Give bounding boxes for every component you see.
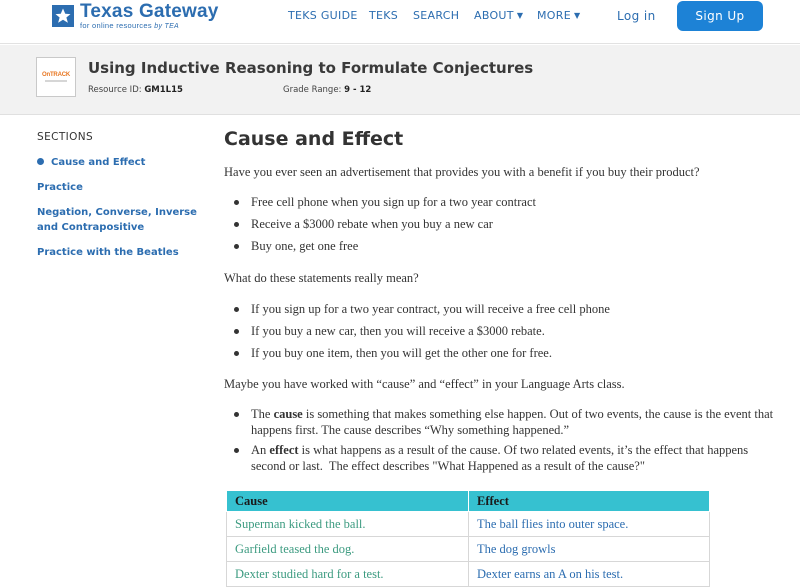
nav-teks-guide[interactable]: TEKS GUIDE [288, 9, 358, 22]
nav-teks[interactable]: TEKS [369, 9, 399, 22]
cause-effect-table [226, 490, 710, 587]
table-row [227, 537, 710, 562]
star-icon [52, 5, 74, 27]
sections-heading: SECTIONS [37, 131, 94, 143]
intro-paragraph: Have you ever seen an advertisement that provides you with a benefit if you buy their product? [224, 165, 700, 179]
list-item: Free cell phone when you sign up for a two year contract [251, 194, 775, 210]
logo-subtitle: for online resources by TEA [80, 21, 180, 30]
column-header-cause: Cause [227, 491, 469, 512]
caret-down-icon: ▼ [573, 11, 581, 20]
effect-cell: Dexter earns an A on his test. [469, 562, 710, 587]
question-paragraph: What do these statements really mean? [224, 271, 419, 285]
column-header-effect: Effect [469, 491, 710, 512]
effect-cell: The dog growls [469, 537, 710, 562]
list-item: If you sign up for a two year contract, you will receive a free cell phone [251, 301, 775, 317]
resource-title: Using Inductive Reasoning to Formulate Conjectures [88, 59, 534, 77]
sections-sidebar [37, 131, 217, 258]
sign-up-button[interactable]: Sign Up [677, 1, 763, 31]
nav-search[interactable]: SEARCH [413, 9, 460, 22]
nav-more[interactable]: MORE ▼ [537, 9, 581, 22]
grade-range: Grade Range: 9 - 12 [283, 85, 372, 95]
list-item: If you buy a new car, then you will receive a $3000 rebate. [251, 323, 775, 339]
resource-banner [0, 45, 800, 115]
logo-title: Texas Gateway [80, 1, 219, 22]
active-dot-icon [37, 158, 44, 165]
login-link[interactable]: Log in [617, 9, 656, 23]
list-item: Receive a $3000 rebate when you buy a new car [251, 216, 775, 232]
table-row [227, 512, 710, 537]
effect-cell: The ball flies into outer space. [469, 512, 710, 537]
section-title: Cause and Effect [224, 128, 404, 150]
cause-definition: The cause is something that makes something else happen. Out of two events, the cause is the event that happens first. The cause describes “Why something happened.” [251, 407, 774, 437]
cause-cell: Dexter studied hard for a test. [227, 562, 469, 587]
section-link-practice[interactable]: Practice [37, 182, 83, 193]
section-link-practice-beatles[interactable]: Practice with the Beatles [37, 247, 179, 258]
table-row [227, 562, 710, 587]
top-navigation-bar [0, 0, 800, 44]
effect-definition: An effect is what happens as a result of the cause. Of two related events, it’s the effect that happens second or last. The effect describes "What Happened as a result of the cause?" [251, 442, 775, 474]
section-link-cause-and-effect[interactable]: Cause and Effect [37, 155, 217, 170]
texas-gateway-logo[interactable] [52, 2, 219, 36]
maybe-paragraph: Maybe you have worked with “cause” and “effect” in your Language Arts class. [224, 377, 625, 391]
list-item: If you buy one item, then you will get the other one for free. [251, 345, 775, 361]
resource-id: Resource ID: GM1L15 [88, 85, 183, 95]
ontrack-logo: OnTRACK [36, 57, 76, 97]
cause-cell: Superman kicked the ball. [227, 512, 469, 537]
table-header-row [227, 491, 710, 512]
nav-about[interactable]: ABOUT ▼ [474, 9, 524, 22]
list-item: Buy one, get one free [251, 238, 775, 254]
cause-cell: Garfield teased the dog. [227, 537, 469, 562]
caret-down-icon: ▼ [516, 11, 524, 20]
section-link-negation[interactable]: Negation, Converse, Inverse and Contrapositive [37, 207, 197, 233]
